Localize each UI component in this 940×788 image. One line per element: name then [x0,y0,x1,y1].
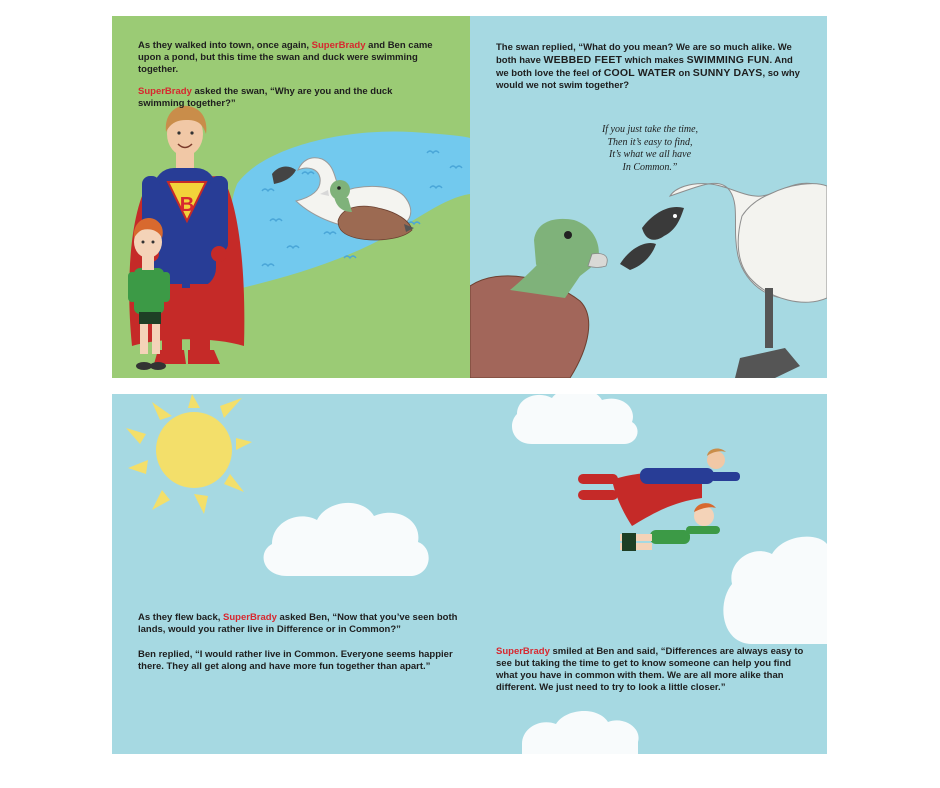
spread-flight [112,394,827,754]
poem-line: If you just take the time, [601,124,699,135]
cloud [522,711,639,754]
page-pond-right [470,16,827,378]
swan-large [620,183,827,378]
flight-left-para-2: Ben replied, “I would rather live in Common. Everyone seems happier there. They all get along and have more fun together than apart.” [138,649,453,672]
hero-name: SuperBrady [223,612,277,623]
pond-right-para: The swan replied, “What do you mean? We are so much alike. We both have WEBBED FEET which makes SWIMMING FUN. And we both love the feel of COOL WATER on SUNNY DAYS, so why would we not swim together? [496,42,800,91]
page-pond-left [112,16,470,378]
pond-left-para-2: SuperBrady asked the swan, “Why are you and the duck swimming together?” [138,86,393,109]
hero-name: SuperBrady [496,646,550,657]
emphasis-cool-water: COOL WATER [603,67,676,79]
poem-in-common [590,124,710,174]
poem-line: It’s what we all have [608,149,692,160]
poem-line: Then it’s easy to find, [607,136,693,148]
sky-illustration [112,394,827,754]
emphasis-sunny-days: SUNNY DAYS [692,67,763,79]
duck-large [470,219,607,378]
cloud [512,394,638,444]
cloud [723,537,827,644]
cloud [264,503,429,576]
clouds [264,394,827,754]
emphasis-webbed-feet: WEBBED FEET [543,54,623,66]
pond-left-para-1: As they walked into town, once again, SuperBrady and Ben came upon a pond, but this time the swan and duck were swimming together. [138,40,433,75]
emphasis-swimming-fun: SWIMMING FUN [686,54,770,66]
hero-emblem-letter: B [179,194,195,216]
poem-line: In Common.” [622,161,678,173]
flying-heroes [578,449,740,551]
hero-name: SuperBrady [311,40,366,51]
hero-name: SuperBrady [138,86,192,97]
flight-right-para: SuperBrady smiled at Ben and said, “Differences are always easy to see but taking the time to get to know someone can help you find what you have in common with them. We are all more alike than different. We just need to try to look a little closer.” [496,646,804,693]
spread-pond [112,16,827,378]
sun [126,394,252,514]
flight-left-para-1: As they flew back, SuperBrady asked Ben, “Now that you’ve seen both lands, would you rather live in Difference or in Common?” [138,612,458,635]
